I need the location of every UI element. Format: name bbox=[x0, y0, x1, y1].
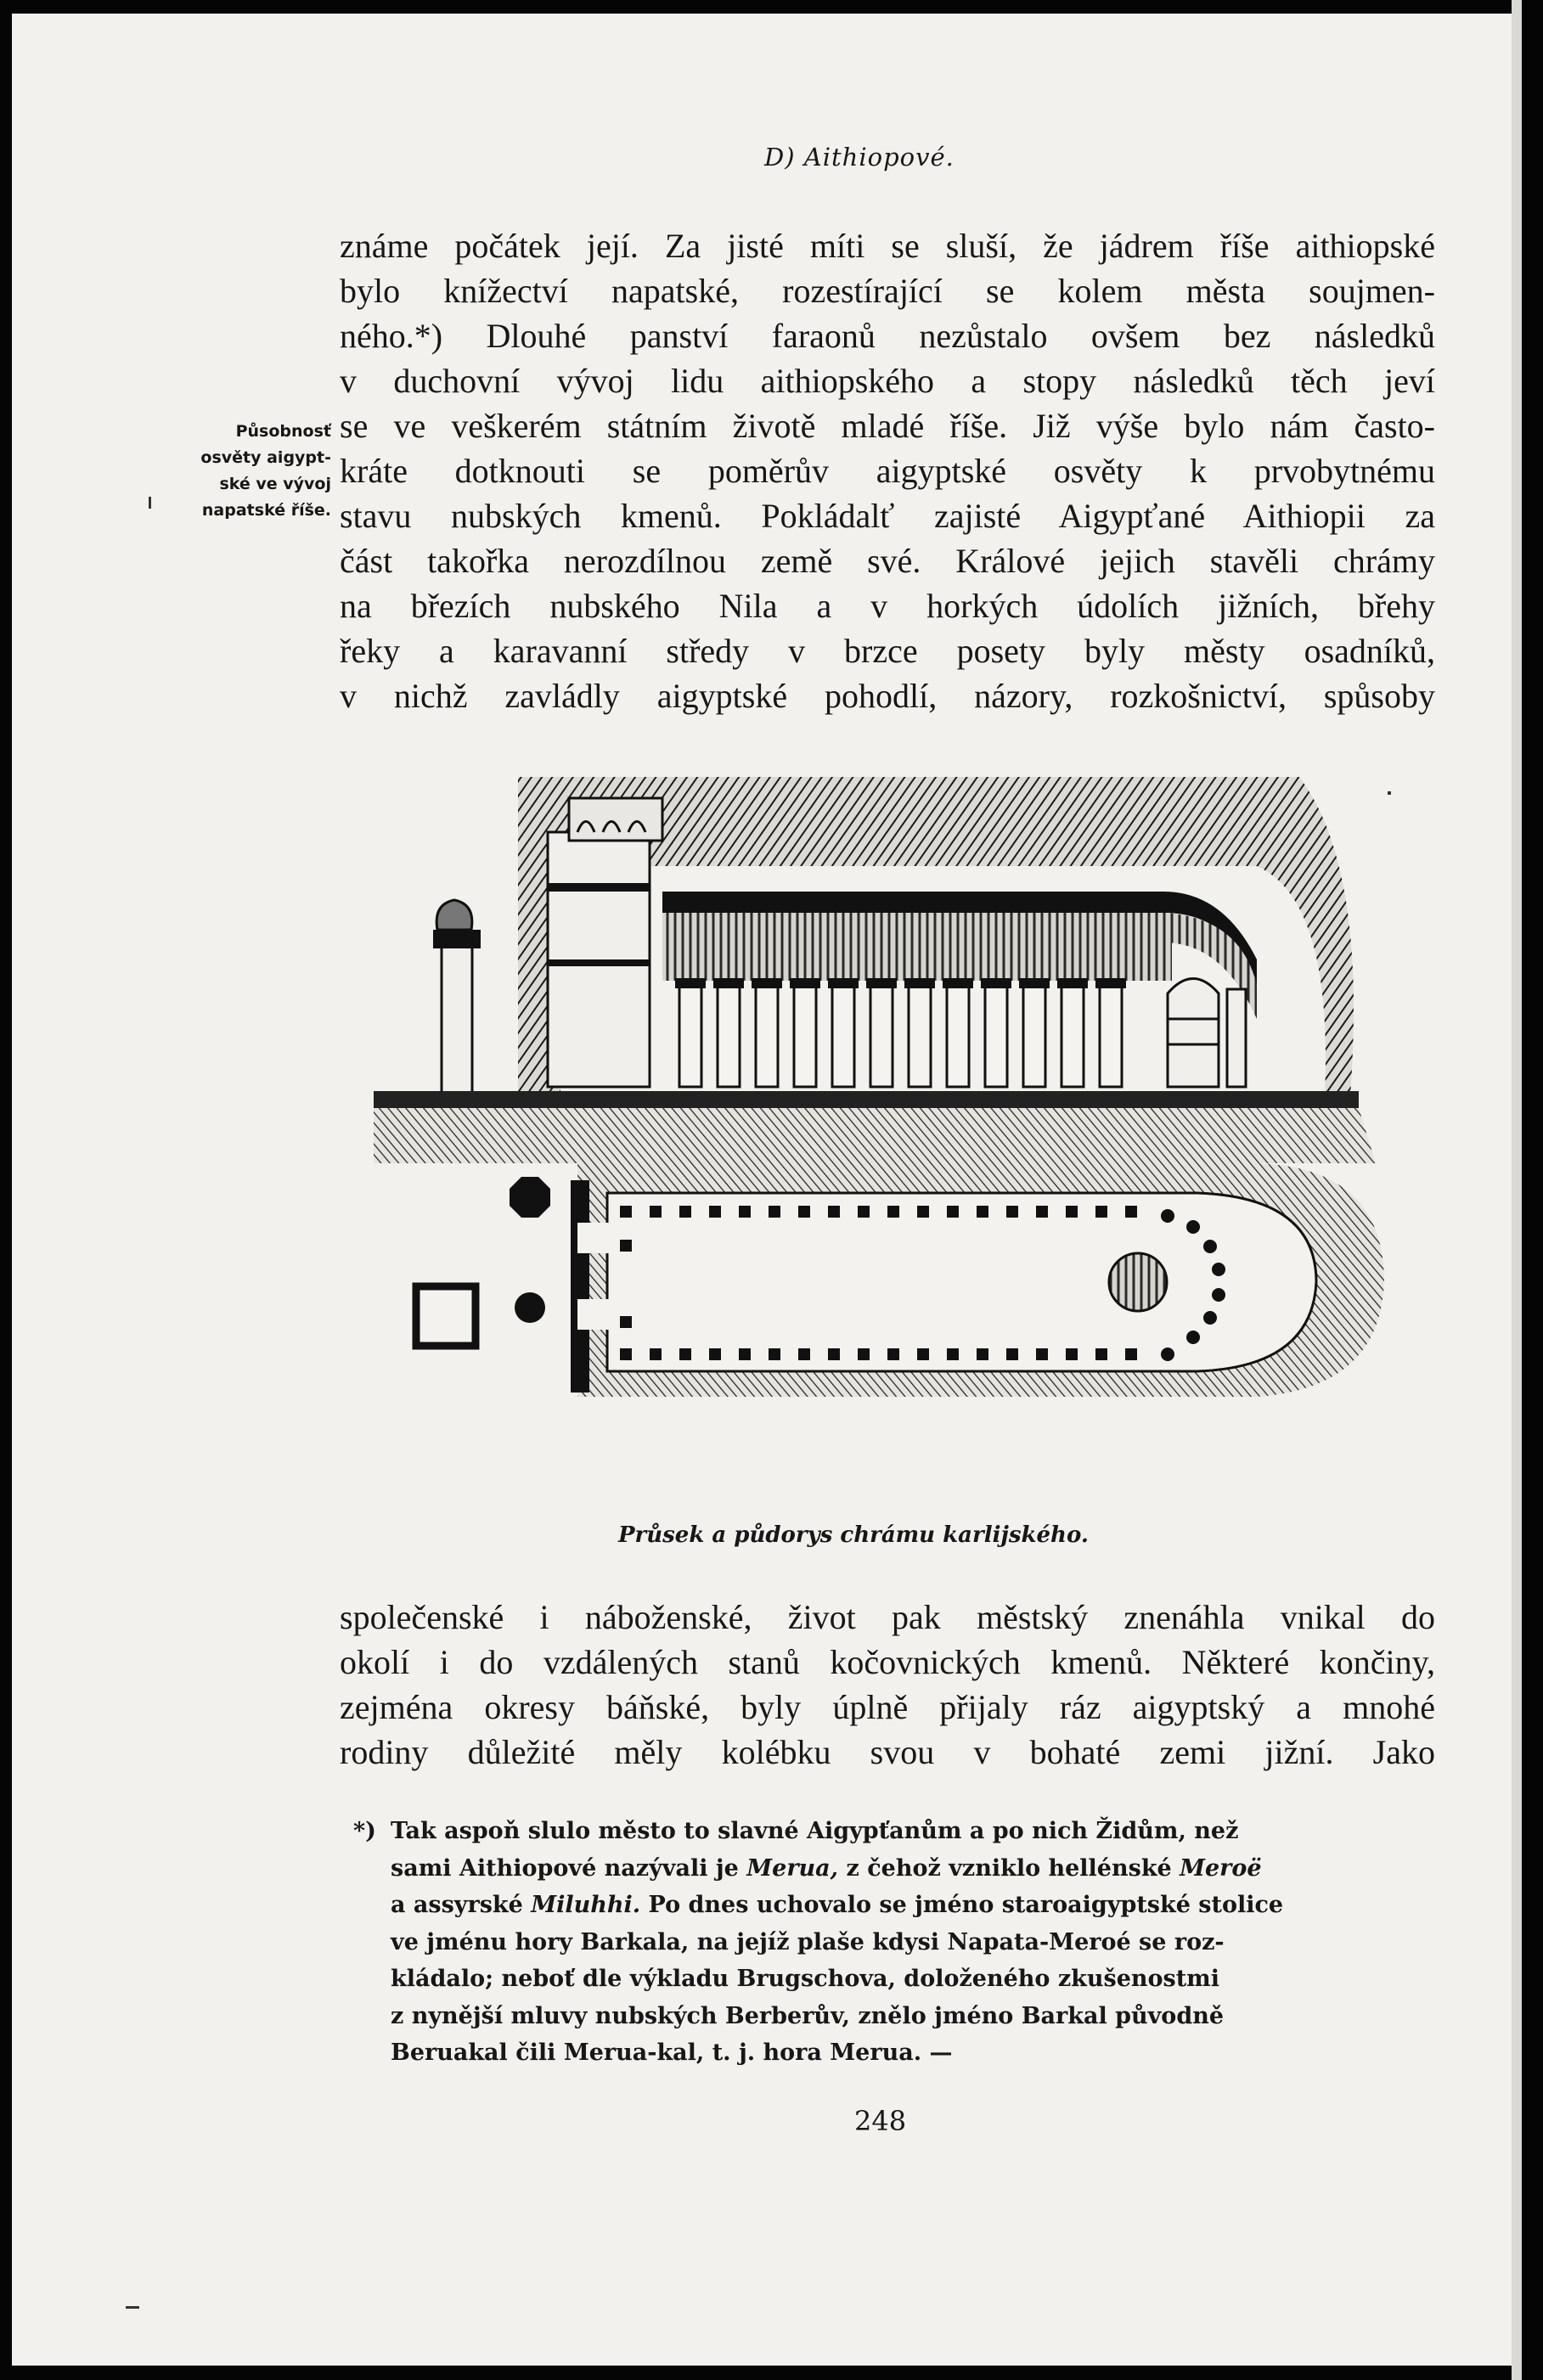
text-line: řeky a karavanní středy v brzce posety byly městy osadníků, bbox=[340, 632, 1435, 670]
text-line: ného.*) Dlouhé panství faraonů nezůstalo ovšem bez následků bbox=[340, 317, 1435, 355]
footnote-text: a assyrské bbox=[391, 1892, 532, 1918]
text-line: v duchovní vývoj lidu aithiopského a stopy následků těch jeví bbox=[340, 362, 1435, 400]
margin-note-line: napatské říše. bbox=[201, 501, 331, 520]
margin-note bbox=[161, 419, 331, 524]
footnote-line bbox=[391, 1850, 1393, 1888]
text-line: kráte dotknouti se poměrův aigyptské osvěty k prvobytnému bbox=[340, 452, 1435, 490]
text-line: okolí i do vzdálených stanů kočovnických kmenů. Některé končiny, bbox=[340, 1643, 1435, 1681]
scan-speck bbox=[126, 2306, 139, 2309]
footnote-text: z čehož vzniklo hellénské bbox=[838, 1854, 1180, 1882]
footnote-text: sami Aithiopové nazývali je bbox=[391, 1854, 747, 1882]
text-line: společenské i náboženské, život pak městský znenáhla vnikal do bbox=[340, 1598, 1435, 1636]
footnote-line: ve jménu hory Barkala, na jejíž plaše kdysi Napata-Meroé se roz- bbox=[391, 1928, 1225, 1955]
text-line: se ve veškerém státním životě mladé říše. Již výše bylo nám často- bbox=[340, 407, 1435, 445]
margin-note-line: osvěty aigypt- bbox=[200, 448, 331, 467]
footnote bbox=[353, 1813, 1393, 2072]
scan-speck bbox=[1388, 791, 1391, 795]
margin-note-line: Působnosť bbox=[235, 422, 331, 441]
footnote-line: Tak aspoň slulo město to slavné Aigypťanům a po nich Židům, než bbox=[391, 1818, 1239, 1844]
page-number: 248 bbox=[854, 2105, 907, 2137]
footnote-line bbox=[391, 1887, 1393, 1924]
main-text-bottom bbox=[340, 1595, 1435, 1775]
text-line: v nichž zavládly aigyptské pohodlí, názory, rozkošnictví, spůsoby bbox=[340, 677, 1435, 715]
footnote-line: kládalo; neboť dle výkladu Brugschova, doloženého zkušenostmi bbox=[391, 1966, 1220, 1992]
text-line: známe počátek její. Za jisté míti se sluší, že jádrem říše aithiopské bbox=[340, 227, 1435, 265]
margin-note-line: ské ve vývoj bbox=[219, 475, 331, 493]
floor-plan bbox=[416, 1163, 1384, 1397]
main-text-top bbox=[340, 223, 1435, 718]
adjacent-page-edge bbox=[1512, 0, 1522, 2380]
footnote-italic: Meroë bbox=[1180, 1854, 1262, 1882]
text-line: zejména okresy báňské, byly úplně přijaly ráz aigyptský a mnohé bbox=[340, 1688, 1435, 1726]
scan-speck bbox=[149, 497, 151, 509]
figure-caption: Průsek a půdorys chrámu karlijského. bbox=[618, 1522, 1089, 1548]
footnote-text: Po dnes uchovalo se jméno staroaigyptské stolice bbox=[640, 1892, 1284, 1918]
temple-illustration bbox=[374, 764, 1393, 1494]
running-header: D) Aithiopové. bbox=[764, 143, 955, 172]
footnote-italic: Merua, bbox=[746, 1854, 839, 1882]
text-line: rodiny důležité měly kolébku svou v bohaté zemi jižní. Jako bbox=[340, 1733, 1435, 1771]
footnote-mark: *) bbox=[353, 1818, 376, 1844]
text-line: na březích nubského Nila a v horkých údolích jižních, břehy bbox=[340, 587, 1435, 625]
footnote-italic: Miluhhi. bbox=[531, 1892, 641, 1918]
text-line: část takořka nerozdílnou země své. Králové jejich stavěli chrámy bbox=[340, 542, 1435, 580]
footnote-line: z nynější mluvy nubských Berberův, znělo jméno Barkal původně bbox=[391, 2002, 1225, 2029]
footnote-line: Beruakal čili Merua-kal, t. j. hora Merua. — bbox=[391, 2040, 953, 2066]
cross-section bbox=[374, 777, 1376, 1163]
text-line: stavu nubských kmenů. Pokládalť zajisté Aigypťané Aithiopii za bbox=[340, 497, 1435, 535]
text-line: bylo knížectví napatské, rozestírající se kolem města soujmen- bbox=[340, 272, 1435, 310]
